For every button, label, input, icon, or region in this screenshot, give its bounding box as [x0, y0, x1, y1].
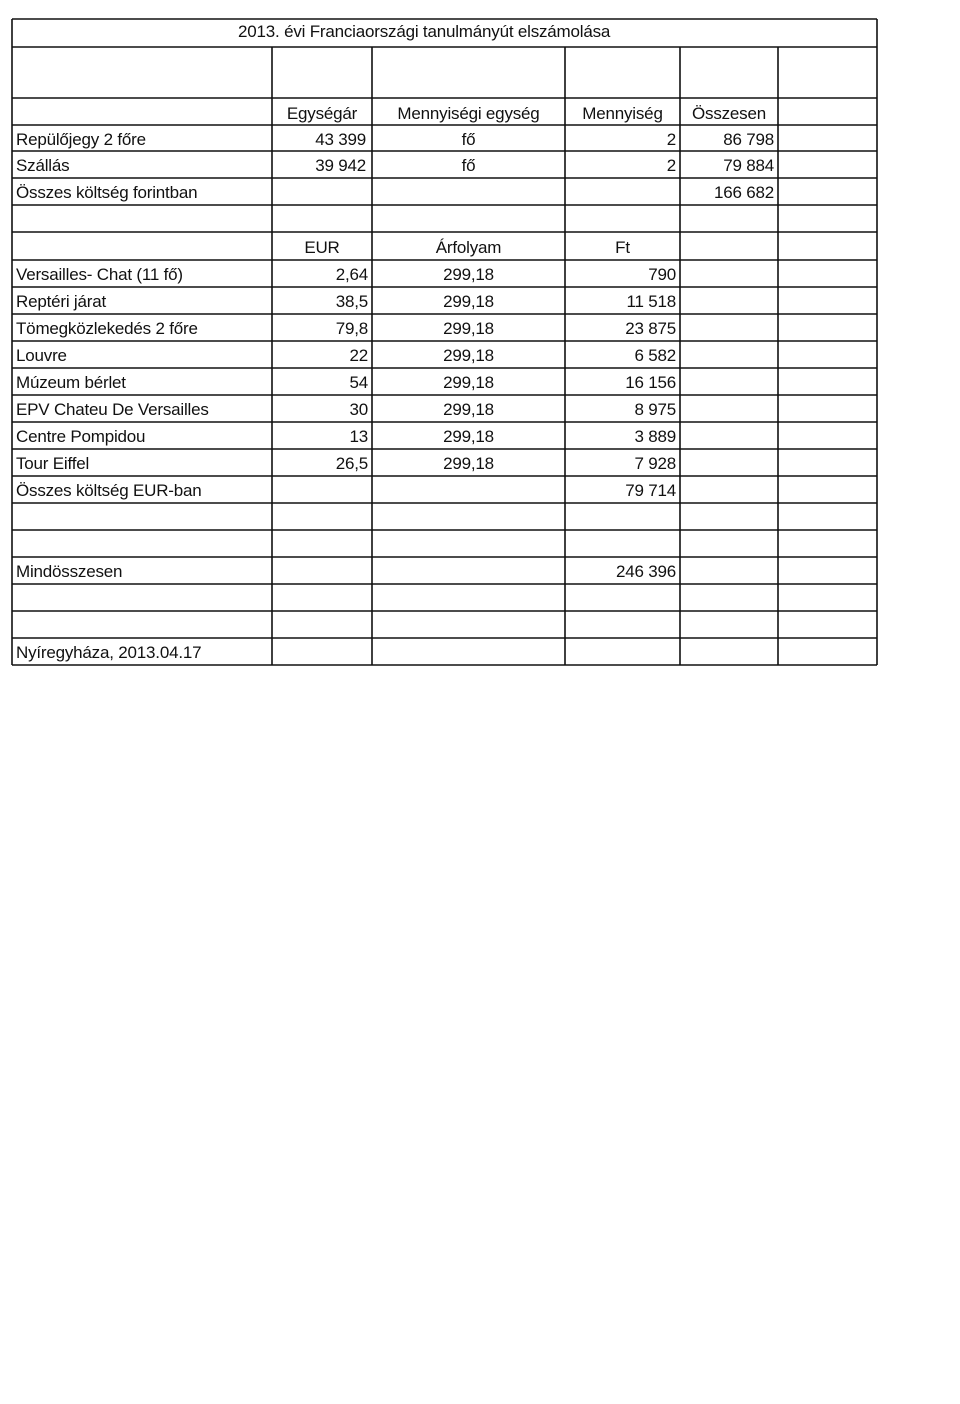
header-eur: EUR: [304, 238, 340, 257]
row-label: Tour Eiffel: [16, 454, 90, 473]
cell-quantity: 2: [666, 156, 676, 175]
cell-eur: 38,5: [335, 292, 368, 311]
cell-ft: 6 582: [634, 346, 676, 365]
cell-eur: 30: [349, 400, 368, 419]
sum-huf-value: 166 682: [713, 183, 774, 202]
row-label: Múzeum bérlet: [16, 373, 126, 392]
row-label: EPV Chateu De Versailles: [16, 400, 209, 419]
cell-unit: fő: [461, 130, 476, 149]
place-date: Nyíregyháza, 2013.04.17: [16, 643, 202, 662]
row-label: Repülőjegy 2 főre: [16, 130, 146, 149]
cell-ft: 3 889: [634, 427, 676, 446]
header-ft: Ft: [615, 238, 630, 257]
cell-rate: 299,18: [443, 427, 494, 446]
cell-ft: 11 518: [626, 292, 676, 311]
header-quantity: Mennyiség: [582, 104, 663, 123]
row-label: Centre Pompidou: [16, 427, 146, 446]
cell-rate: 299,18: [443, 454, 494, 473]
row-label: Reptéri járat: [16, 292, 106, 311]
cell-rate: 299,18: [443, 319, 494, 338]
cell-rate: 299,18: [443, 346, 494, 365]
cell-rate: 299,18: [443, 292, 494, 311]
cell-total: 86 798: [723, 130, 774, 149]
cell-quantity: 2: [666, 130, 676, 149]
sum-eur-value: 79 714: [625, 481, 676, 500]
row-label: Versailles- Chat (11 fő): [16, 265, 183, 284]
cell-eur: 22: [349, 346, 368, 365]
grand-total-value: 246 396: [615, 562, 676, 581]
cell-unit-price: 43 399: [315, 130, 366, 149]
cell-rate: 299,18: [443, 400, 494, 419]
cell-ft: 7 928: [634, 454, 676, 473]
cell-eur: 79,8: [335, 319, 368, 338]
document-title: 2013. évi Franciaországi tanulmányút elszámolása: [238, 22, 611, 41]
header-unit: Mennyiségi egység: [397, 104, 540, 123]
header-rate: Árfolyam: [435, 238, 502, 257]
cell-rate: 299,18: [443, 265, 494, 284]
cell-ft: 8 975: [634, 400, 676, 419]
row-label: Tömegközlekedés 2 főre: [16, 319, 198, 338]
cell-unit-price: 39 942: [315, 156, 366, 175]
sum-huf-label: Összes költség forintban: [16, 183, 198, 202]
cell-ft: 790: [648, 265, 676, 284]
cell-eur: 2,64: [335, 265, 368, 284]
cell-eur: 26,5: [335, 454, 368, 473]
sum-eur-label: Összes költség EUR-ban: [16, 481, 202, 500]
cell-total: 79 884: [723, 156, 774, 175]
header-unit-price: Egységár: [286, 104, 358, 123]
cell-eur: 13: [349, 427, 368, 446]
cell-eur: 54: [349, 373, 368, 392]
grand-total-label: Mindösszesen: [16, 562, 123, 581]
cell-ft: 23 875: [625, 319, 676, 338]
row-label: Szállás: [16, 156, 70, 175]
cell-ft: 16 156: [625, 373, 676, 392]
header-total: Összesen: [692, 104, 766, 123]
cell-unit: fő: [461, 156, 476, 175]
cell-rate: 299,18: [443, 373, 494, 392]
row-label: Louvre: [16, 346, 67, 365]
